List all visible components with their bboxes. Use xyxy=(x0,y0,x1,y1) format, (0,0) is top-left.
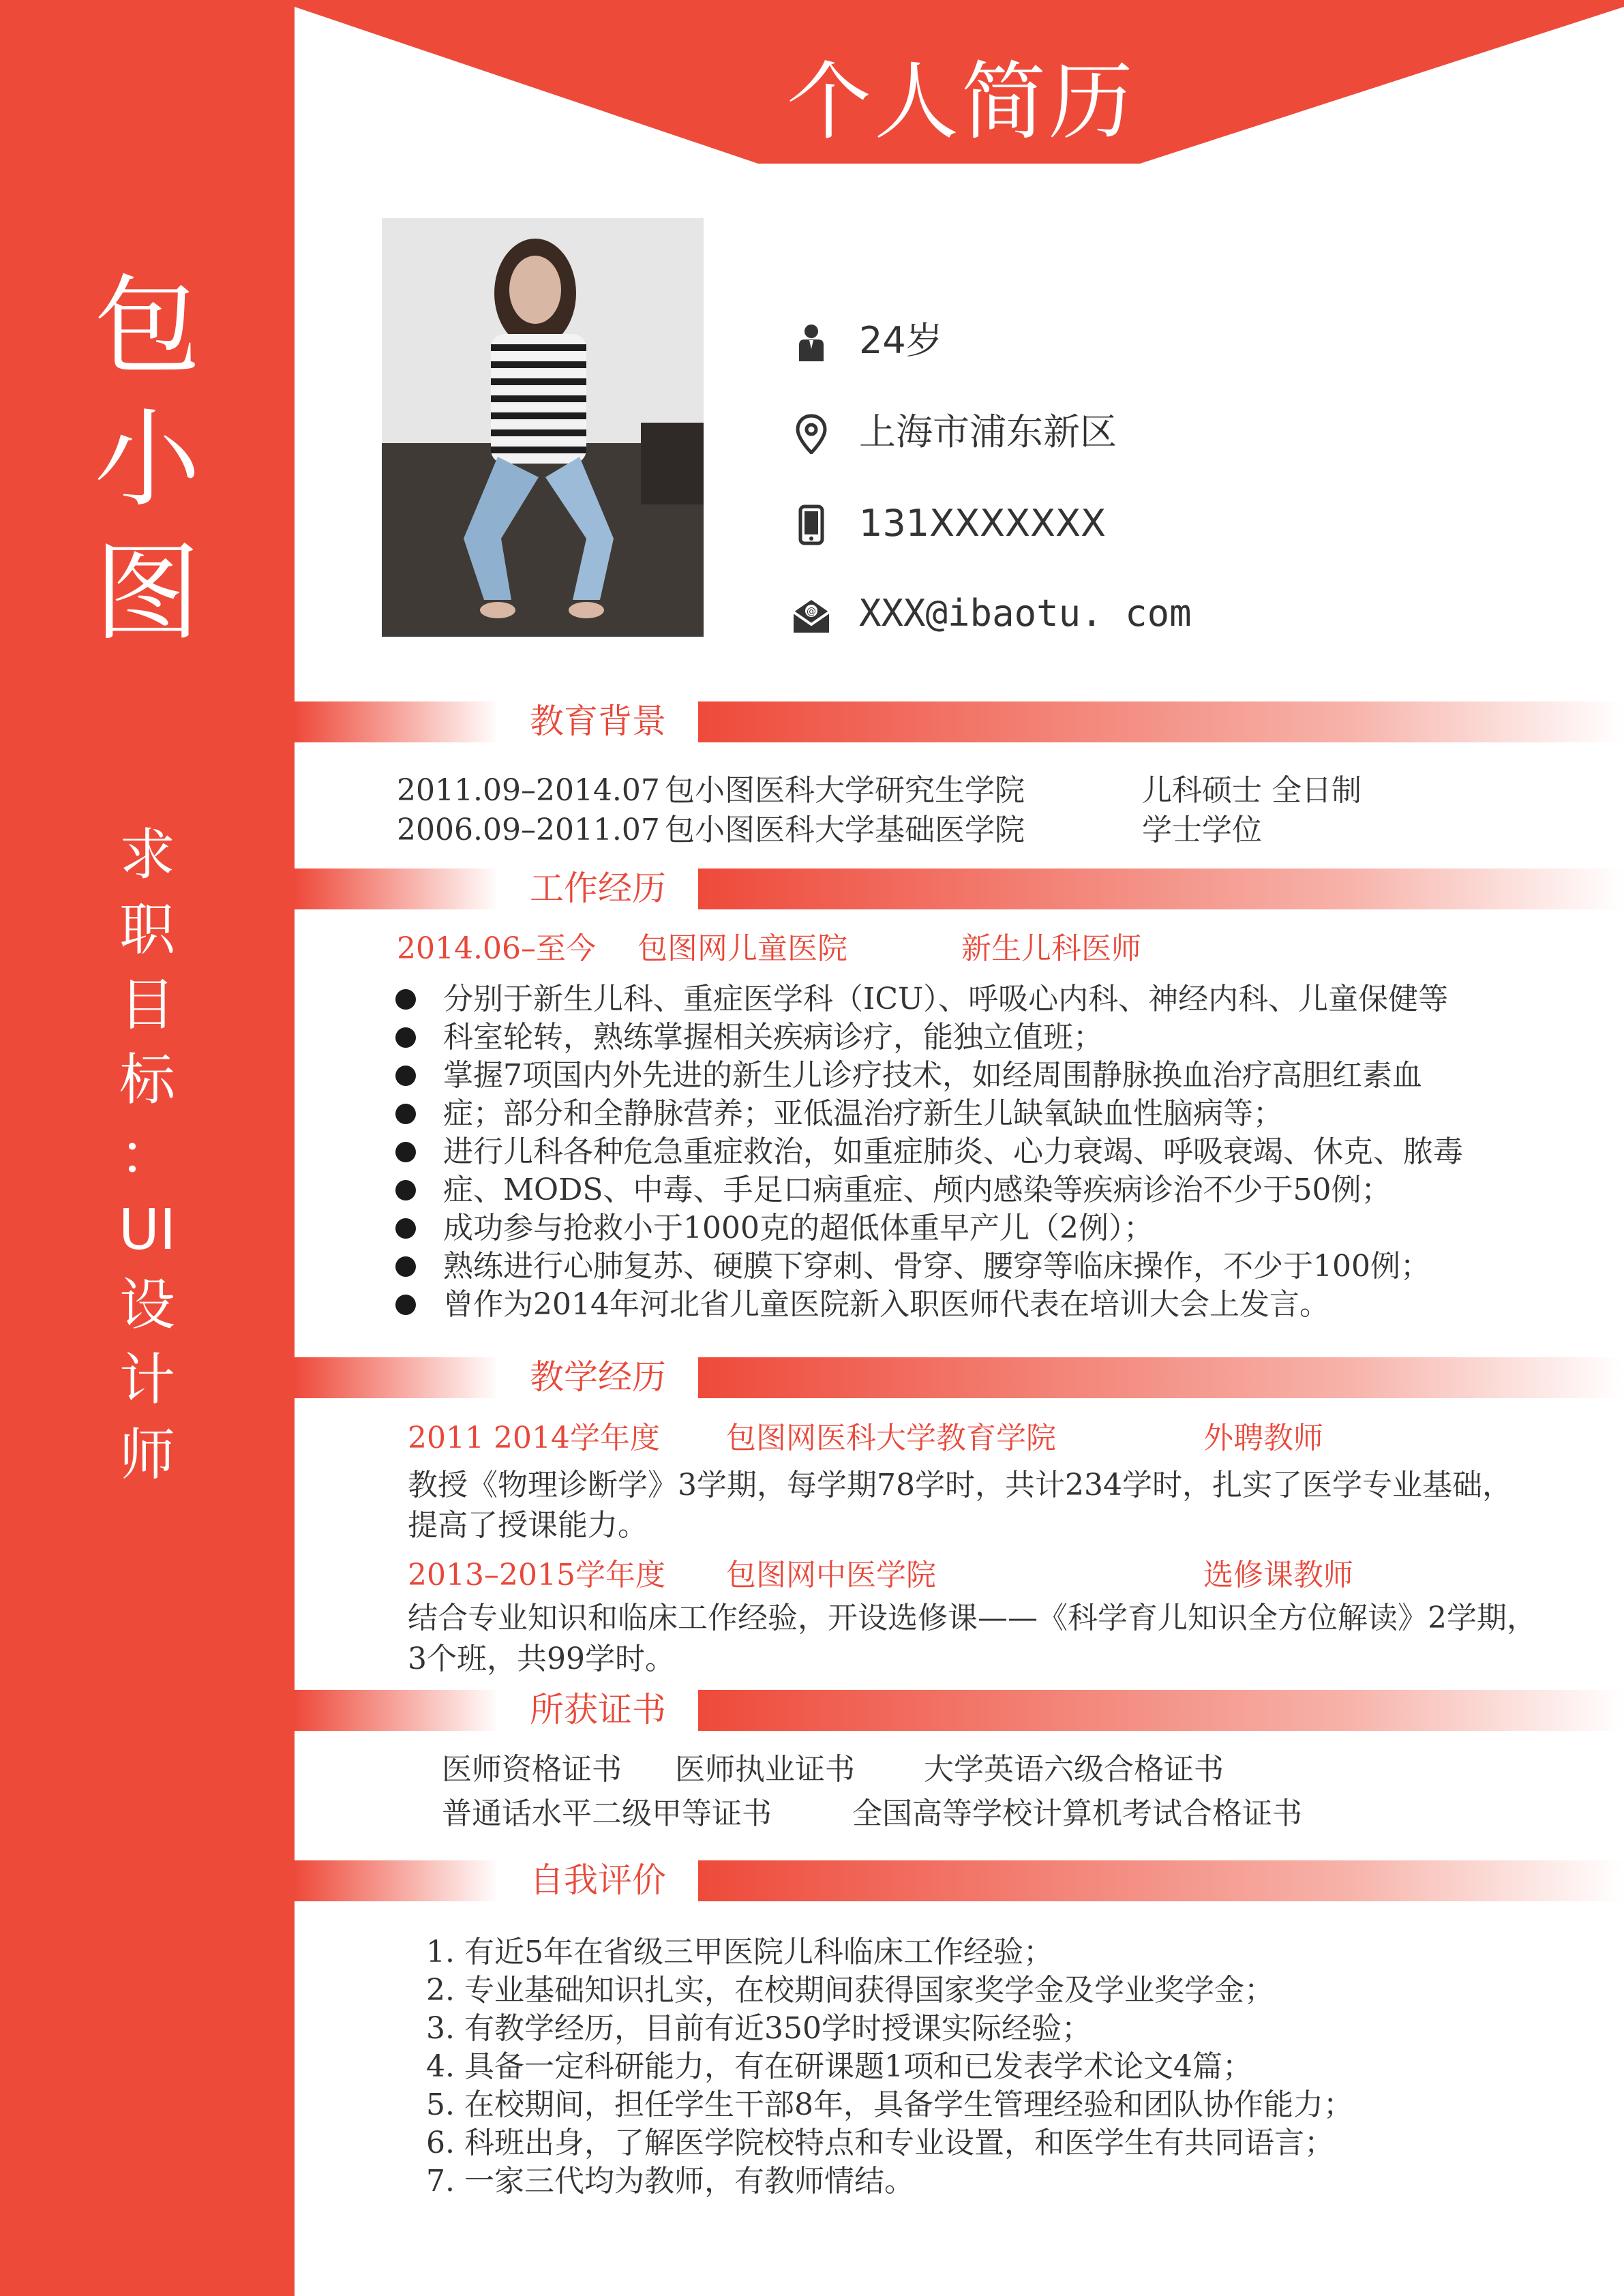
bullet-dot xyxy=(395,1180,416,1200)
svg-text:@: @ xyxy=(807,606,816,617)
email-text: XXX@ibaotu. com xyxy=(859,592,1192,635)
section-header-teaching xyxy=(295,1355,1624,1400)
section-bar-left xyxy=(295,701,499,742)
section-title: 教育背景 xyxy=(530,701,666,741)
location-pin-icon xyxy=(791,413,832,454)
objective-char: 设 xyxy=(119,1273,175,1338)
section-title: 自我评价 xyxy=(530,1860,666,1900)
bullet-dot xyxy=(395,1104,416,1124)
certificate: 医师资格证书 xyxy=(442,1752,622,1787)
work-period: 2014.06–至今 xyxy=(397,931,596,966)
work-bullet: 症；部分和全静脉营养；亚低温治疗新生儿缺氧缺血性脑病等； xyxy=(443,1096,1283,1131)
edu-period: 2011.09–2014.07 xyxy=(397,773,660,808)
phone-icon xyxy=(791,504,832,545)
objective-char: 求 xyxy=(119,823,175,888)
work-bullet: 科室轮转，熟练掌握相关疾病诊疗，能独立值班； xyxy=(443,1020,1103,1055)
objective-char: 职 xyxy=(119,898,175,963)
self-eval-item: 7. 一家三代均为教师，有教师情结。 xyxy=(426,2164,914,2199)
section-bar-right xyxy=(698,1860,1624,1901)
work-bullet: 成功参与抢救小于1000克的超低体重早产儿（2例）； xyxy=(443,1211,1154,1245)
section-title: 所获证书 xyxy=(530,1690,666,1729)
self-eval-item: 4. 具备一定科研能力，有在研课题1项和已发表学术论文4篇； xyxy=(426,2049,1252,2084)
section-title: 教学经历 xyxy=(530,1357,666,1397)
bullet-dot xyxy=(395,1256,416,1277)
section-bar-left xyxy=(295,1690,499,1731)
job-objective xyxy=(0,818,295,1493)
teaching-desc: 3个班，共99学时。 xyxy=(408,1642,675,1676)
work-bullet: 曾作为2014年河北省儿童医院新入职医师代表在培训大会上发言。 xyxy=(443,1287,1329,1322)
person-icon xyxy=(791,322,832,363)
work-bullet: 症、MODS、中毒、手足口病重症、颅内感染等疾病诊治不少于50例； xyxy=(443,1173,1392,1207)
section-header-self-eval xyxy=(295,1858,1624,1903)
work-org: 包图网儿童医院 xyxy=(637,931,847,966)
bullet-dot xyxy=(395,1295,416,1315)
teaching-desc: 结合专业知识和临床工作经验，开设选修课——《科学育儿知识全方位解读》2学期， xyxy=(408,1601,1537,1635)
phone-text: 131XXXXXXX xyxy=(859,502,1107,545)
edu-period: 2006.09–2011.07 xyxy=(397,813,660,847)
edu-degree: 儿科硕士 全日制 xyxy=(1142,773,1362,808)
section-header-certificates xyxy=(295,1687,1624,1732)
work-bullet: 进行儿科各种危急重症救治，如重症肺炎、心力衰竭、呼吸衰竭、休克、脓毒 xyxy=(443,1134,1463,1169)
section-header-work xyxy=(295,866,1624,911)
email-icon xyxy=(791,594,832,635)
objective-char: 标 xyxy=(119,1048,175,1113)
age-text: 24岁 xyxy=(859,319,943,362)
name-char: 包 xyxy=(94,264,200,388)
self-eval-item: 3. 有教学经历，目前有近350学时授课实际经验； xyxy=(426,2011,1092,2046)
candidate-name xyxy=(0,259,295,660)
teaching-desc: 提高了授课能力。 xyxy=(408,1508,648,1543)
name-char: 图 xyxy=(94,531,200,655)
teaching-role: 选修课教师 xyxy=(1203,1558,1353,1592)
teaching-org: 包图网中医学院 xyxy=(726,1558,936,1592)
section-title: 工作经历 xyxy=(530,868,666,908)
objective-char: ： xyxy=(119,1123,175,1188)
self-eval-item: 5. 在校期间，担任学生干部8年，具备学生管理经验和团队协作能力； xyxy=(426,2087,1353,2122)
edu-school: 包小图医科大学基础医学院 xyxy=(665,813,1025,847)
teaching-period: 2013–2015学年度 xyxy=(408,1558,665,1592)
work-bullet: 分别于新生儿科、重症医学科（ICU）、呼吸心内科、神经内科、儿童保健等 xyxy=(443,982,1449,1016)
work-bullet: 熟练进行心肺复苏、硬膜下穿刺、骨穿、腰穿等临床操作，不少于100例； xyxy=(443,1249,1430,1284)
objective-char: 计 xyxy=(119,1348,175,1413)
bullet-dot xyxy=(395,1218,416,1239)
certificate: 普通话水平二级甲等证书 xyxy=(442,1796,772,1831)
section-bar-right xyxy=(698,701,1624,742)
self-eval-item: 1. 有近5年在省级三甲医院儿科临床工作经验； xyxy=(426,1935,1053,1969)
certificate: 大学英语六级合格证书 xyxy=(924,1752,1224,1787)
bullet-dot xyxy=(395,1142,416,1162)
certificate: 全国高等学校计算机考试合格证书 xyxy=(852,1796,1302,1831)
name-char: 小 xyxy=(94,397,200,522)
objective-char: UI xyxy=(118,1198,177,1263)
self-eval-item: 6. 科班出身，了解医学院校特点和专业设置，和医学生有共同语言； xyxy=(426,2126,1334,2160)
certificate: 医师执业证书 xyxy=(675,1752,855,1787)
profile-photo xyxy=(382,218,704,637)
section-bar-right xyxy=(698,1357,1624,1398)
work-bullet: 掌握7项国内外先进的新生儿诊疗技术，如经周围静脉换血治疗高胆红素血 xyxy=(443,1058,1422,1093)
sidebar xyxy=(0,0,295,2296)
section-bar-right xyxy=(698,868,1624,909)
section-bar-right xyxy=(698,1690,1624,1731)
location-text: 上海市浦东新区 xyxy=(859,410,1117,453)
objective-char: 目 xyxy=(119,973,175,1038)
page-title: 个人简历 xyxy=(786,53,1136,151)
bullet-dot xyxy=(395,989,416,1010)
teaching-org: 包图网医科大学教育学院 xyxy=(726,1421,1056,1455)
section-bar-left xyxy=(295,1357,499,1398)
self-eval-item: 2. 专业基础知识扎实，在校期间获得国家奖学金及学业奖学金； xyxy=(426,1973,1274,2008)
teaching-role: 外聘教师 xyxy=(1203,1421,1323,1455)
section-header-education xyxy=(295,699,1624,744)
bullet-dot xyxy=(395,1027,416,1048)
objective-char: 师 xyxy=(119,1423,175,1487)
work-role: 新生儿科医师 xyxy=(961,931,1141,966)
section-bar-left xyxy=(295,868,499,909)
section-bar-left xyxy=(295,1860,499,1901)
teaching-desc: 教授《物理诊断学》3学期，每学期78学时，共计234学时，扎实了医学专业基础， xyxy=(408,1468,1512,1502)
edu-degree: 学士学位 xyxy=(1142,813,1262,847)
bullet-dot xyxy=(395,1066,416,1086)
edu-school: 包小图医科大学研究生学院 xyxy=(665,773,1025,808)
teaching-period: 2011 2014学年度 xyxy=(408,1421,660,1455)
